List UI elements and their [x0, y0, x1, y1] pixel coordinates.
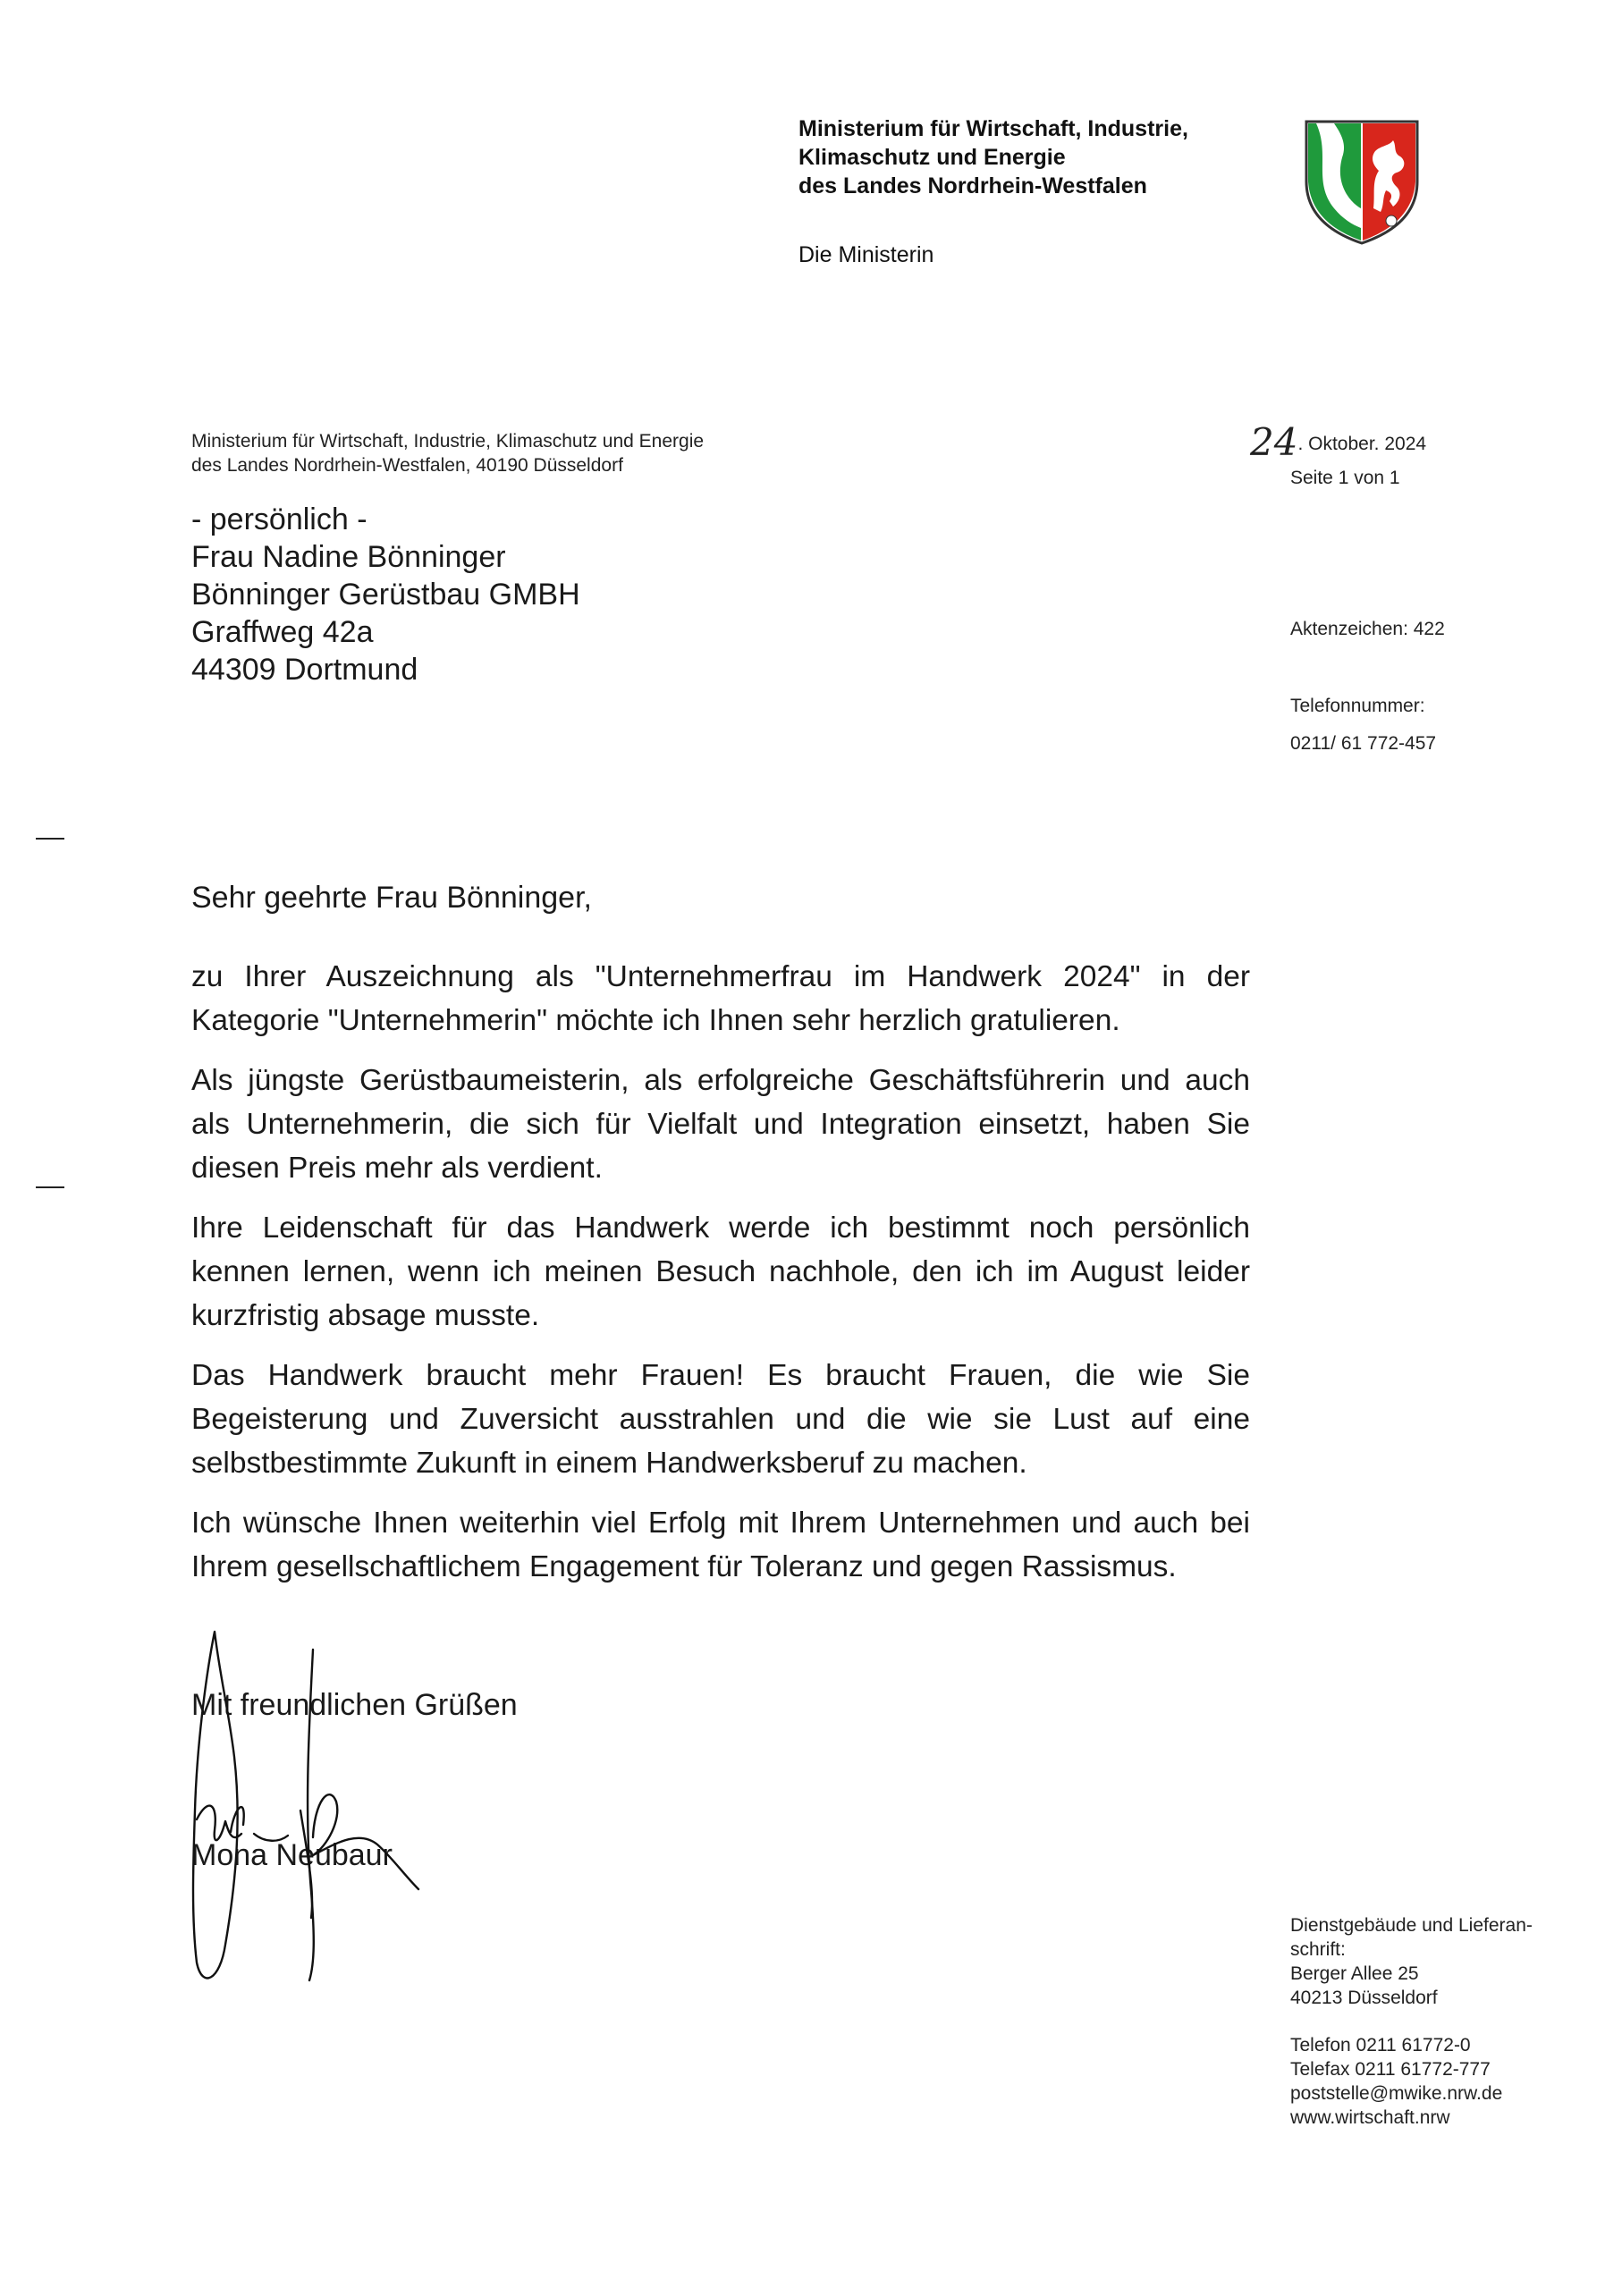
recipient-line-4: Graffweg 42a: [191, 615, 374, 649]
reference-number: Aktenzeichen: 422: [1290, 619, 1445, 639]
paragraph: Das Handwerk braucht mehr Frauen! Es braucht Frauen, die wie Sie Begeisterung und Zuversicht ausstrahlen und die wie sie Lust auf eine selbstbestimmte Zukunft in einem Handwerksberuf zu machen.: [191, 1359, 1250, 1480]
paragraph: Als jüngste Gerüstbaumeisterin, als erfolgreiche Geschäftsführerin und auch als Unternehmerin, die sich für Vielfalt und Integration einsetzt, haben Sie diesen Preis mehr als verdient.: [191, 1064, 1250, 1185]
sender-line-1: Ministerium für Wirtschaft, Industrie, Klimaschutz und Energie: [191, 431, 705, 452]
letter-body: [191, 955, 1250, 1605]
ministry-line-1: Ministerium für Wirtschaft, Industrie,: [798, 116, 1188, 141]
signatory-name: Mona Neubaur: [191, 1838, 393, 1872]
footer-address-line: Dienstgebäude und Lieferan-: [1290, 1915, 1533, 1936]
fold-mark: [36, 838, 64, 840]
recipient-line-1: - persönlich -: [191, 502, 367, 536]
date-month-year: . Oktober. 2024: [1297, 434, 1427, 454]
recipient-line-3: Bönninger Gerüstbau GMBH: [191, 578, 580, 612]
footer-phone: Telefon 0211 61772-0: [1290, 2035, 1471, 2055]
closing-phrase: Mit freundlichen Grüßen: [191, 1688, 518, 1722]
sender-return-address: [191, 429, 704, 477]
letter-date: [1250, 420, 1426, 464]
punch-mark: [36, 1186, 64, 1188]
sender-line-2: des Landes Nordrhein-Westfalen, 40190 Düsseldorf: [191, 455, 623, 476]
phone-number: 0211/ 61 772-457: [1290, 733, 1437, 754]
paragraph: Ich wünsche Ihnen weiterhin viel Erfolg mit Ihrem Unternehmen und auch bei Ihrem gesellschaftlichem Engagement für Toleranz und gegen Rassismus.: [191, 1507, 1250, 1583]
footer-email-link[interactable]: poststelle@mwike.nrw.de: [1290, 2083, 1503, 2104]
footer-fax: Telefax 0211 61772-777: [1290, 2059, 1491, 2080]
handwritten-day: 24: [1250, 420, 1298, 464]
paragraph: zu Ihrer Auszeichnung als "Unternehmerfrau im Handwerk 2024" in der Kategorie "Unternehmerin" möchte ich Ihnen sehr herzlich gratulieren.: [191, 960, 1250, 1037]
ministry-line-2: Klimaschutz und Energie: [798, 145, 1066, 170]
phone-label: Telefonnummer:: [1290, 696, 1425, 716]
footer-address-line: Berger Allee 25: [1290, 1963, 1419, 1984]
footer-website-link[interactable]: www.wirtschaft.nrw: [1290, 2107, 1450, 2128]
ministry-name: [798, 114, 1188, 200]
salutation: Sehr geehrte Frau Bönninger,: [191, 881, 592, 915]
handwritten-signature: [179, 1623, 501, 1989]
nrw-crest-icon: [1304, 119, 1420, 246]
footer-address-line: schrift:: [1290, 1939, 1346, 1960]
recipient-address: [191, 501, 580, 688]
footer-spacer: [1290, 2010, 1533, 2033]
recipient-line-2: Frau Nadine Bönninger: [191, 540, 506, 574]
office-title: Die Ministerin: [798, 242, 934, 267]
ministry-line-3: des Landes Nordrhein-Westfalen: [798, 173, 1147, 198]
footer-contact: [1290, 1913, 1533, 2130]
page-indicator: Seite 1 von 1: [1290, 468, 1400, 488]
footer-address-line: 40213 Düsseldorf: [1290, 1988, 1438, 2008]
paragraph: Ihre Leidenschaft für das Handwerk werde ich bestimmt noch persönlich kennen lernen, wenn ich meinen Besuch nachhole, den ich im August leider kurzfristig absage musste.: [191, 1211, 1250, 1332]
recipient-line-5: 44309 Dortmund: [191, 653, 418, 687]
